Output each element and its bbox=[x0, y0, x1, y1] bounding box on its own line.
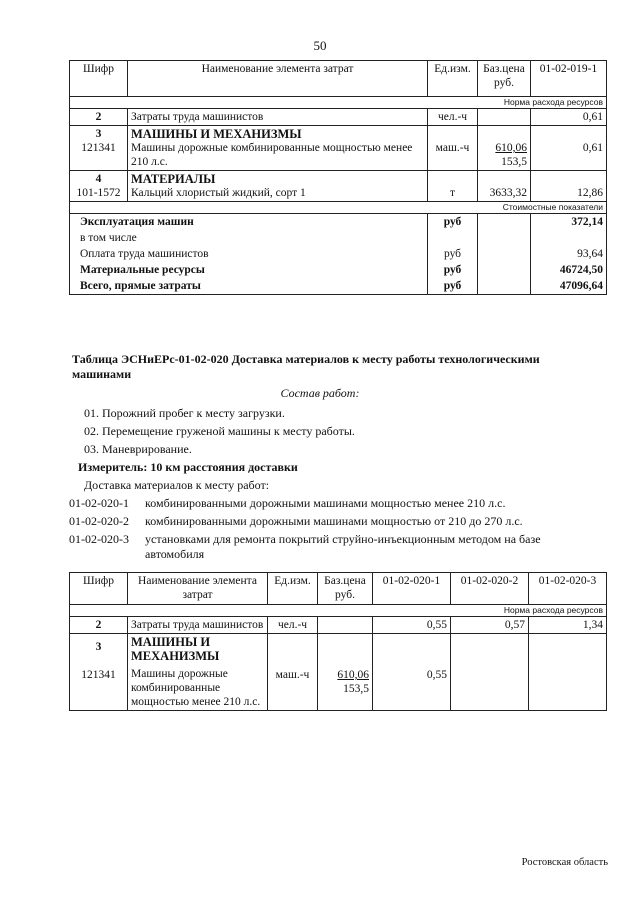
table-note-row bbox=[70, 605, 607, 617]
price-bottom: 153,5 bbox=[343, 683, 369, 695]
variant-code: 01-02-020-1 bbox=[69, 496, 129, 510]
row-value: 0,61 bbox=[531, 109, 607, 126]
resource-name: Машины дорожные комбинированные мощностью менее 210 л.с. bbox=[131, 142, 413, 168]
cost-name: Всего, прямые затраты bbox=[70, 278, 428, 295]
header-unit: Ед.изм. bbox=[268, 573, 318, 605]
cost-empty bbox=[478, 278, 531, 295]
header-code: Шифр bbox=[70, 61, 128, 97]
cost-row bbox=[70, 230, 607, 246]
cost-name: Эксплуатация машин bbox=[70, 214, 428, 231]
delivery-intro: Доставка материалов к месту работ: bbox=[84, 478, 270, 492]
row-code bbox=[70, 171, 128, 202]
variant-text-line1: установками для ремонта покрытий струйно-инъекционным методом на базе bbox=[145, 532, 541, 546]
cost-name: Материальные ресурсы bbox=[70, 262, 428, 278]
section-title: МАШИНЫ И МЕХАНИЗМЫ bbox=[131, 127, 302, 141]
row-unit: т bbox=[428, 171, 478, 202]
cost-empty bbox=[478, 230, 531, 246]
cost-empty bbox=[478, 246, 531, 262]
row-value-1: 0,55 bbox=[373, 634, 451, 711]
table-row bbox=[70, 109, 607, 126]
section-number: 3 bbox=[95, 128, 102, 140]
row-price bbox=[318, 617, 373, 634]
row-value-3 bbox=[529, 634, 607, 711]
row-value: 0,61 bbox=[531, 126, 607, 171]
table-note-row bbox=[70, 202, 607, 214]
cost-value: 93,64 bbox=[531, 246, 607, 262]
resource-code: 121341 bbox=[81, 142, 116, 154]
row-name: Затраты труда машинистов bbox=[128, 109, 428, 126]
header-code-020-1: 01-02-020-1 bbox=[373, 573, 451, 605]
row-name bbox=[128, 634, 268, 711]
variant-text-line2: автомобиля bbox=[145, 547, 205, 561]
row-unit: чел.-ч bbox=[268, 617, 318, 634]
section-number: 4 bbox=[95, 173, 102, 185]
cost-name: в том числе bbox=[70, 230, 428, 246]
variant-text: комбинированными дорожными машинами мощностью от 210 до 270 л.с. bbox=[145, 514, 523, 528]
resource-name: Машины дорожные комбинированные мощностью менее 210 л.с. bbox=[131, 668, 261, 708]
work-item: 02. Перемещение груженой машины к месту работы. bbox=[84, 424, 355, 438]
row-value-2 bbox=[451, 634, 529, 711]
row-price bbox=[318, 634, 373, 711]
resource-code: 121341 bbox=[81, 669, 116, 681]
resource-name: Кальций хлористый жидкий, сорт 1 bbox=[131, 187, 306, 199]
variant-code: 01-02-020-3 bbox=[69, 532, 129, 546]
header-name: Наименование элемента затрат bbox=[128, 573, 268, 605]
header-code-019-1: 01-02-019-1 bbox=[531, 61, 607, 97]
note-norm: Норма расхода ресурсов bbox=[70, 605, 607, 617]
table-row bbox=[70, 634, 607, 711]
cost-name: Оплата труда машинистов bbox=[70, 246, 428, 262]
cost-row bbox=[70, 214, 607, 231]
header-code-020-3: 01-02-020-3 bbox=[529, 573, 607, 605]
page-number: 50 bbox=[313, 38, 327, 53]
resource-table-01-02-019 bbox=[69, 60, 607, 295]
row-code bbox=[70, 634, 128, 711]
row-name bbox=[128, 171, 428, 202]
cost-empty bbox=[478, 262, 531, 278]
work-item: 01. Порожний пробег к месту загрузки. bbox=[84, 406, 285, 420]
price-top: 610,06 bbox=[337, 669, 369, 681]
row-name: Затраты труда машинистов bbox=[128, 617, 268, 634]
header-price: Баз.цена руб. bbox=[318, 573, 373, 605]
header-code-020-2: 01-02-020-2 bbox=[451, 573, 529, 605]
table-header-row bbox=[70, 573, 607, 605]
cost-value bbox=[531, 230, 607, 246]
variant-text bbox=[145, 532, 541, 562]
price-bottom: 153,5 bbox=[501, 156, 527, 168]
section-title: МАТЕРИАЛЫ bbox=[131, 172, 216, 186]
price-top: 610,06 bbox=[495, 142, 527, 154]
work-item: 03. Маневрирование. bbox=[84, 442, 192, 456]
header-name: Наименование элемента затрат bbox=[128, 61, 428, 97]
cost-value: 372,14 bbox=[531, 214, 607, 231]
row-code: 2 bbox=[70, 109, 128, 126]
header-code: Шифр bbox=[70, 573, 128, 605]
cost-empty bbox=[478, 214, 531, 231]
cost-row bbox=[70, 278, 607, 295]
cost-unit: руб bbox=[428, 262, 478, 278]
row-price bbox=[478, 126, 531, 171]
table-note-row bbox=[70, 97, 607, 109]
cost-unit: руб bbox=[428, 214, 478, 231]
cost-unit bbox=[428, 230, 478, 246]
header-price: Баз.цена руб. bbox=[478, 61, 531, 97]
cost-unit: руб bbox=[428, 246, 478, 262]
row-value-2: 0,57 bbox=[451, 617, 529, 634]
cost-value: 47096,64 bbox=[531, 278, 607, 295]
row-unit: чел.-ч bbox=[428, 109, 478, 126]
row-value: 12,86 bbox=[531, 171, 607, 202]
table-row bbox=[70, 617, 607, 634]
table-row bbox=[70, 171, 607, 202]
cost-unit: руб bbox=[428, 278, 478, 295]
table-title bbox=[72, 352, 612, 382]
row-price bbox=[478, 109, 531, 126]
footer-region: Ростовская область bbox=[521, 857, 608, 868]
cost-row bbox=[70, 262, 607, 278]
table-title-line2: машинами bbox=[72, 367, 132, 381]
table-header-row bbox=[70, 61, 607, 97]
section-title: МАШИНЫ И МЕХАНИЗМЫ bbox=[131, 635, 220, 663]
section-number: 3 bbox=[95, 641, 102, 653]
header-unit: Ед.изм. bbox=[428, 61, 478, 97]
note-norm: Норма расхода ресурсов bbox=[70, 97, 607, 109]
note-cost: Стоимостные показатели bbox=[70, 202, 607, 214]
row-price: 3633,32 bbox=[478, 171, 531, 202]
row-unit: маш.-ч bbox=[428, 126, 478, 171]
variant-text: комбинированными дорожными машинами мощностью менее 210 л.с. bbox=[145, 496, 506, 510]
cost-row bbox=[70, 246, 607, 262]
cost-value: 46724,50 bbox=[531, 262, 607, 278]
row-value-3: 1,34 bbox=[529, 617, 607, 634]
table-row bbox=[70, 126, 607, 171]
row-code bbox=[70, 126, 128, 171]
table-title-line1: Таблица ЭСНиЕРс-01-02-020 Доставка материалов к месту работы технологическими bbox=[72, 352, 540, 366]
row-unit: маш.-ч bbox=[268, 634, 318, 711]
resource-table-01-02-020 bbox=[69, 572, 607, 711]
row-name bbox=[128, 126, 428, 171]
row-code: 2 bbox=[70, 617, 128, 634]
composition-title: Состав работ: bbox=[280, 386, 360, 400]
row-value-1: 0,55 bbox=[373, 617, 451, 634]
meter: Измеритель: 10 км расстояния доставки bbox=[78, 460, 298, 474]
variant-code: 01-02-020-2 bbox=[69, 514, 129, 528]
resource-code: 101-1572 bbox=[76, 187, 121, 199]
